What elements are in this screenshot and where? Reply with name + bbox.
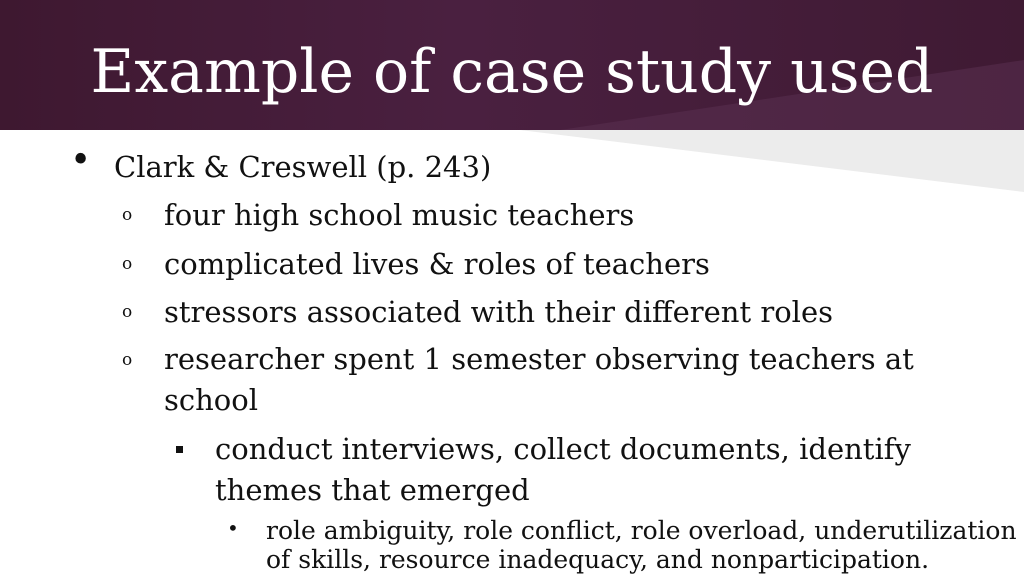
bullet-level4-text: role ambiguity, role conflict, role overload, underutilization — [266, 516, 1017, 545]
bullet-level2-text: four high school music teachers — [164, 198, 635, 232]
small-dot-bullet-icon: • — [227, 516, 239, 540]
bullet-level2-text: complicated lives & roles of teachers — [164, 247, 710, 281]
bullet-level2-text: stressors associated with their different roles — [164, 295, 833, 329]
circle-bullet-icon: o — [122, 205, 133, 225]
square-bullet-icon — [176, 446, 183, 453]
bullet-level3-text: conduct interviews, collect documents, identify — [215, 432, 911, 466]
bullet-level2-text-continued: school — [164, 383, 258, 417]
bullet-dot-icon: • — [70, 140, 92, 181]
circle-bullet-icon: o — [122, 254, 133, 274]
bullet-level2-text: researcher spent 1 semester observing teachers at — [164, 342, 914, 376]
circle-bullet-icon: o — [122, 350, 133, 370]
bullet-level1-text: Clark & Creswell (p. 243) — [114, 150, 492, 184]
circle-bullet-icon: o — [122, 302, 133, 322]
bullet-level3-text-continued: themes that emerged — [215, 473, 530, 507]
slide-title: Example of case study used — [90, 37, 934, 107]
bullet-level4-text-continued: of skills, resource inadequacy, and nonparticipation. — [266, 545, 930, 574]
